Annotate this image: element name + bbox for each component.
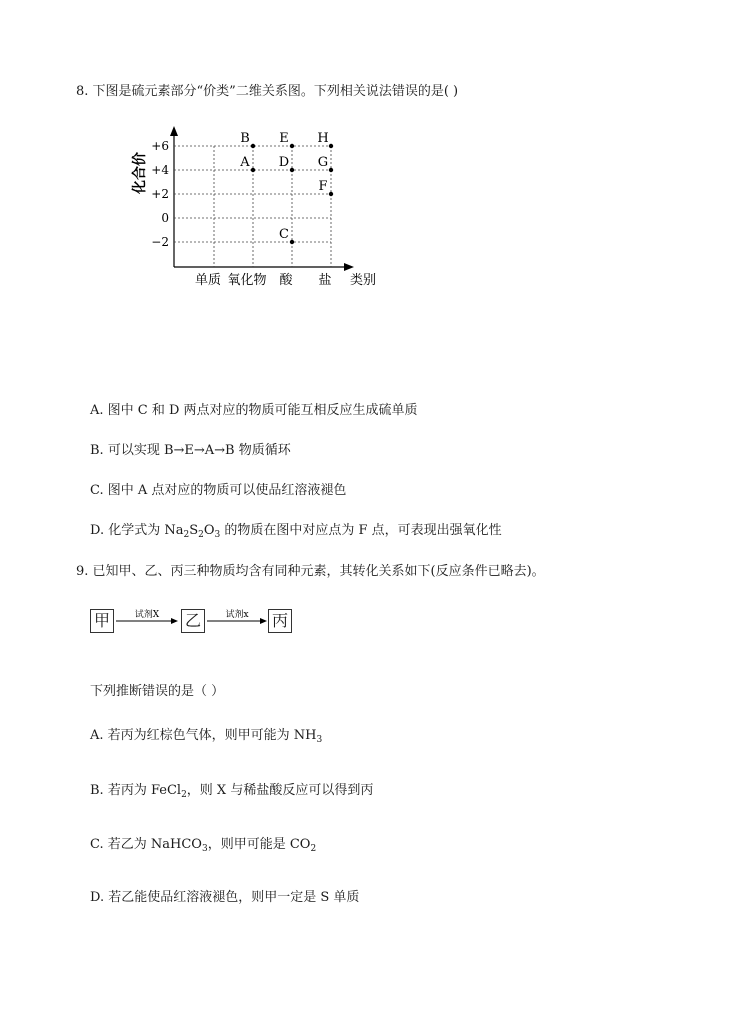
point-label-E: E — [279, 131, 289, 146]
point-label-H: H — [317, 131, 329, 146]
q8-option-d — [90, 522, 502, 540]
q9-option-c-mid: ，则甲可能是 CO — [207, 837, 311, 852]
y-tick-label: +4 — [151, 163, 169, 177]
q8-option-b: B. 可以实现 B→E→A→B 物质循环 — [90, 443, 291, 458]
sulfur-symbol: S — [189, 523, 199, 538]
y-tick-label: 0 — [161, 211, 169, 225]
q8-option-d-suffix: 的物质在图中对应点为 F 点，可表现出强氧化性 — [220, 523, 502, 538]
substance-jia-box: 甲 — [90, 609, 114, 633]
point-label-B: B — [240, 131, 250, 146]
q9-option-a — [90, 727, 322, 745]
point-G — [329, 168, 333, 172]
x-axis-arrow — [344, 263, 354, 271]
q9-option-c-pre: C. 若乙为 NaHCO — [90, 837, 202, 852]
point-label-F: F — [318, 179, 328, 194]
point-label-G: G — [317, 155, 329, 170]
oxygen-symbol: O — [203, 523, 215, 538]
y-tick-label: −2 — [151, 235, 169, 249]
q9-option-d: D. 若乙能使品红溶液褪色，则甲一定是 S 单质 — [90, 890, 360, 905]
subscript: 3 — [316, 735, 323, 745]
category-label: 盐 — [318, 273, 332, 288]
point-D — [290, 168, 294, 172]
point-B — [251, 144, 255, 148]
point-label-D: D — [278, 155, 290, 170]
point-label-A: A — [240, 155, 250, 170]
category-label: 酸 — [279, 273, 293, 288]
subscript: 2 — [310, 844, 317, 854]
point-A — [251, 168, 255, 172]
point-F — [329, 192, 333, 196]
subscript: 2 — [198, 530, 204, 540]
category-label: 氧化物 — [227, 273, 267, 288]
y-axis-label: 化合价 — [132, 152, 148, 194]
question-9-prompt: 下列推断错误的是（ ） — [90, 684, 225, 699]
question-9-stem: 9. 已知甲、乙、丙三种物质均含有同种元素，其转化关系如下(反应条件已略去)。 — [76, 564, 545, 579]
subscript: 2 — [183, 530, 190, 540]
q9-option-b-pre: B. 若丙为 FeCl — [90, 783, 182, 798]
q8-option-c: C. 图中 A 点对应的物质可以使品红溶液褪色 — [90, 483, 347, 498]
question-8-stem: 8. 下图是硫元素部分“价类”二维关系图。下列相关说法错误的是( ) — [76, 84, 459, 99]
x-axis-label: 类别 — [350, 273, 377, 288]
point-E — [290, 144, 294, 148]
reagent-x-label: 试剂X — [134, 610, 160, 620]
y-axis-arrow — [170, 126, 178, 136]
substance-yi-box: 乙 — [181, 609, 205, 633]
q9-option-a-text: A. 若丙为红棕色气体，则甲可能为 NH — [90, 728, 317, 743]
reagent-x2-label: 试剂x — [225, 610, 249, 620]
q9-option-b — [90, 782, 373, 800]
y-tick-label: +6 — [151, 139, 169, 153]
subscript: 3 — [214, 530, 221, 540]
q8-option-a: A. 图中 C 和 D 两点对应的物质可能互相反应生成硫单质 — [90, 403, 418, 418]
y-tick-label: +2 — [151, 187, 169, 201]
reagent-x-arrow — [114, 606, 180, 636]
category-label: 单质 — [194, 273, 222, 288]
conversion-flow-diagram — [90, 606, 295, 636]
point-label-C: C — [279, 227, 289, 242]
subscript: 2 — [181, 790, 187, 800]
valence-class-chart — [128, 122, 388, 292]
reagent-x2-arrow — [205, 606, 269, 636]
q9-option-b-post: ，则 X 与稀盐酸反应可以得到丙 — [186, 783, 374, 798]
point-H — [329, 144, 333, 148]
point-C — [290, 240, 294, 244]
substance-bing-box: 丙 — [268, 609, 292, 633]
subscript: 3 — [201, 844, 208, 854]
q9-option-c — [90, 836, 316, 854]
q8-option-d-prefix: D. 化学式为 Na — [90, 523, 184, 538]
